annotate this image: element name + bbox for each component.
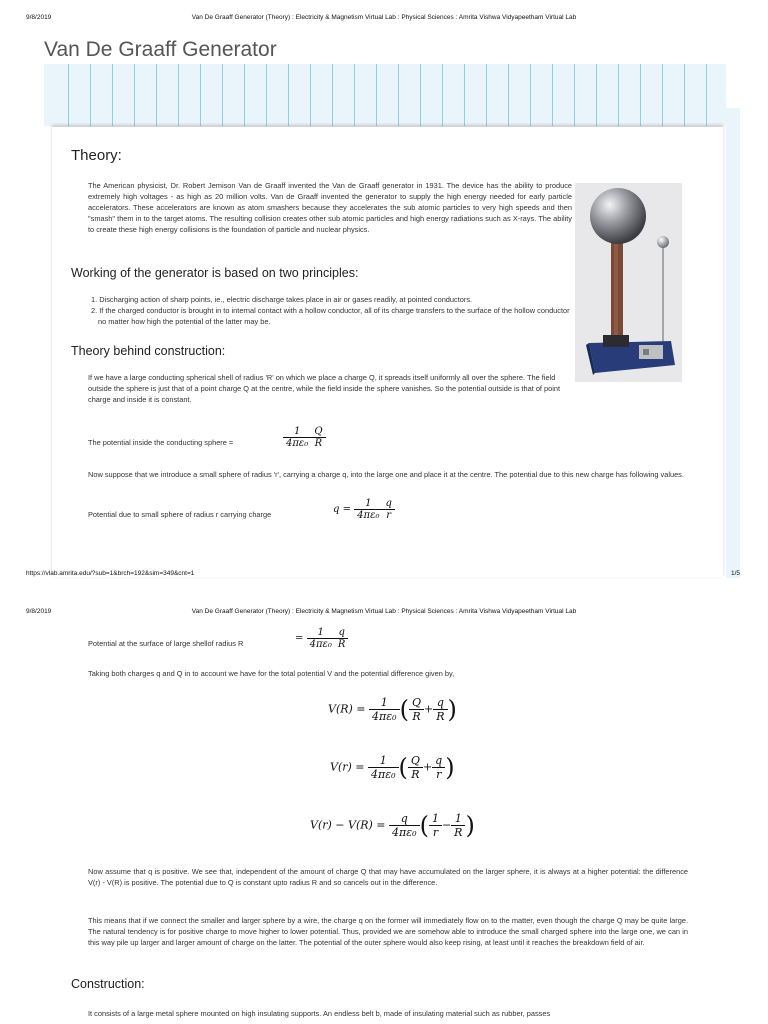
potential-inside-label: The potential inside the conducting sphere = [88, 438, 234, 447]
potential-small-label: Potential due to small sphere of radius r carrying charge [88, 510, 272, 519]
footer-page-number: 1/5 [731, 570, 741, 577]
print-date: 9/8/2019 [26, 14, 52, 21]
potential-small-formula: q = $\frac{1}{\text{4πε₀}}$ $\frac{q}{r}$ [333, 498, 395, 521]
construction-text: It consists of a large metal sphere mounted on high insulating supports. An endless belt b, made of insulating material such as rubber, passes [88, 1009, 551, 1018]
equation-v-big-r: V(R) = $\frac{1}{\text{4πε₀}}$ ( $\frac{Q}{R}$ + $\frac{q}{R}$ ) [328, 695, 457, 724]
print-date: 9/8/2019 [26, 608, 52, 615]
theory-heading: Theory: [71, 147, 122, 164]
construction-paragraph: If we have a large conducting spherical shell of radius 'R' on which we place a charge Q, it spreads itself uniformly all over the sphere. The field outside the sphere is just that of a point charge Q at the centre, while the field inside the sphere vanishes. So the potential outside is that of point charge and inside it is constant. [88, 373, 561, 404]
decorative-side-strip [726, 108, 740, 578]
principles-heading: Working of the generator is based on two principles: [71, 266, 359, 280]
potential-inside-formula: $\frac{1}{\text{4πε₀}}$ $\frac{Q}{R}$ [283, 426, 326, 449]
page-title: Van De Graaff Generator [44, 38, 277, 61]
print-header-title: Van De Graaff Generator (Theory) : Electricity & Magnetism Virtual Lab : Physical Sciences : Amrita Vishwa Vidyapeetham Virtual Lab [191, 14, 577, 21]
van-de-graaff-generator-photo [575, 183, 682, 382]
list-item: 2. If the charged conductor is brought in to internal contact with a hollow conductor, all of its charge transfers to the surface of the hollow conductor no matter how high the potential of the latter may be. [91, 306, 570, 326]
construction-heading: Construction: [71, 977, 145, 991]
list-item: 1. Discharging action of sharp points, ie., electric discharge takes place in air or gases readily, at pointed conductors. [91, 295, 473, 304]
theory-paragraph: The American physicist, Dr. Robert Jemison Van de Graaff invented the Van de Graaff generator in 1931. The device has the ability to produce extremely high voltages - as high as 20 million volts. Van de Graaff invented the generator to supply the high energy needed for early particle accelerators. These accelerators are known as atom smashers because they accelerates the sub atomic particles to very high speeds and then "smash" them in to the target atoms. The resulting collision creates other sub atomic particles and high energy radiations such as X-rays. The ability to create these high energy collisions is the foundation of particle and nuclear physics. [88, 181, 572, 234]
positive-charge-paragraph: Now assume that q is positive. We see that, independent of the amount of charge Q that may have accumulated on the larger sphere, it is always at a higher potential: the difference V(r) - V(R) is positive. The potential due to Q is constant upto radius R and so cancels out in the difference. [88, 867, 688, 887]
small-sphere-paragraph: Now suppose that we introduce a small sphere of radius 'r', carrying a charge q, into the large one and place it at the centre. The potential due to this new charge has following values. [88, 470, 684, 479]
construction-theory-heading: Theory behind construction: [71, 344, 226, 358]
wire-connection-paragraph: This means that if we connect the smaller and larger sphere by a wire, the charge q on the former will immediately flow on to the matter, even though the charge Q may be quite large. The natural tendency is for positive charge to move higher to lower potential. Thus, provided we are somehow able to introduce the small charged sphere into the large one, we can in this way pile up larger and larger amount of charge on the latter. The potential of the outer sphere would also keep rising, at least until it reaches the breakdown field of air. [88, 916, 688, 947]
equation-potential-difference: V(r) − V(R) = $\frac{q}{\text{4πε₀}}$ ( $\frac{1}{r}$ − $\frac{1}{R}$ ) [310, 811, 475, 840]
page-gap [0, 585, 768, 603]
print-header-title: Van De Graaff Generator (Theory) : Electricity & Magnetism Virtual Lab : Physical Sciences : Amrita Vishwa Vidyapeetham Virtual Lab [191, 608, 577, 615]
principles-list [91, 294, 574, 327]
surface-potential-formula: = $\frac{1}{\text{4πε₀}}$ $\frac{q}{R}$ [295, 627, 348, 650]
both-charges-paragraph: Taking both charges q and Q in to account we have for the total potential V and the potential difference given by, [88, 669, 455, 678]
footer-url: https://vlab.amrita.edu/?sub=1&brch=192&sim=349&cnt=1 [26, 570, 195, 577]
equation-v-small-r: V(r) = $\frac{1}{\text{4πε₀}}$ ( $\frac{Q}{R}$ + $\frac{q}{r}$ ) [330, 753, 455, 782]
surface-potential-label: Potential at the surface of large shellof radius R [88, 639, 244, 648]
decorative-grid-band [44, 64, 726, 126]
